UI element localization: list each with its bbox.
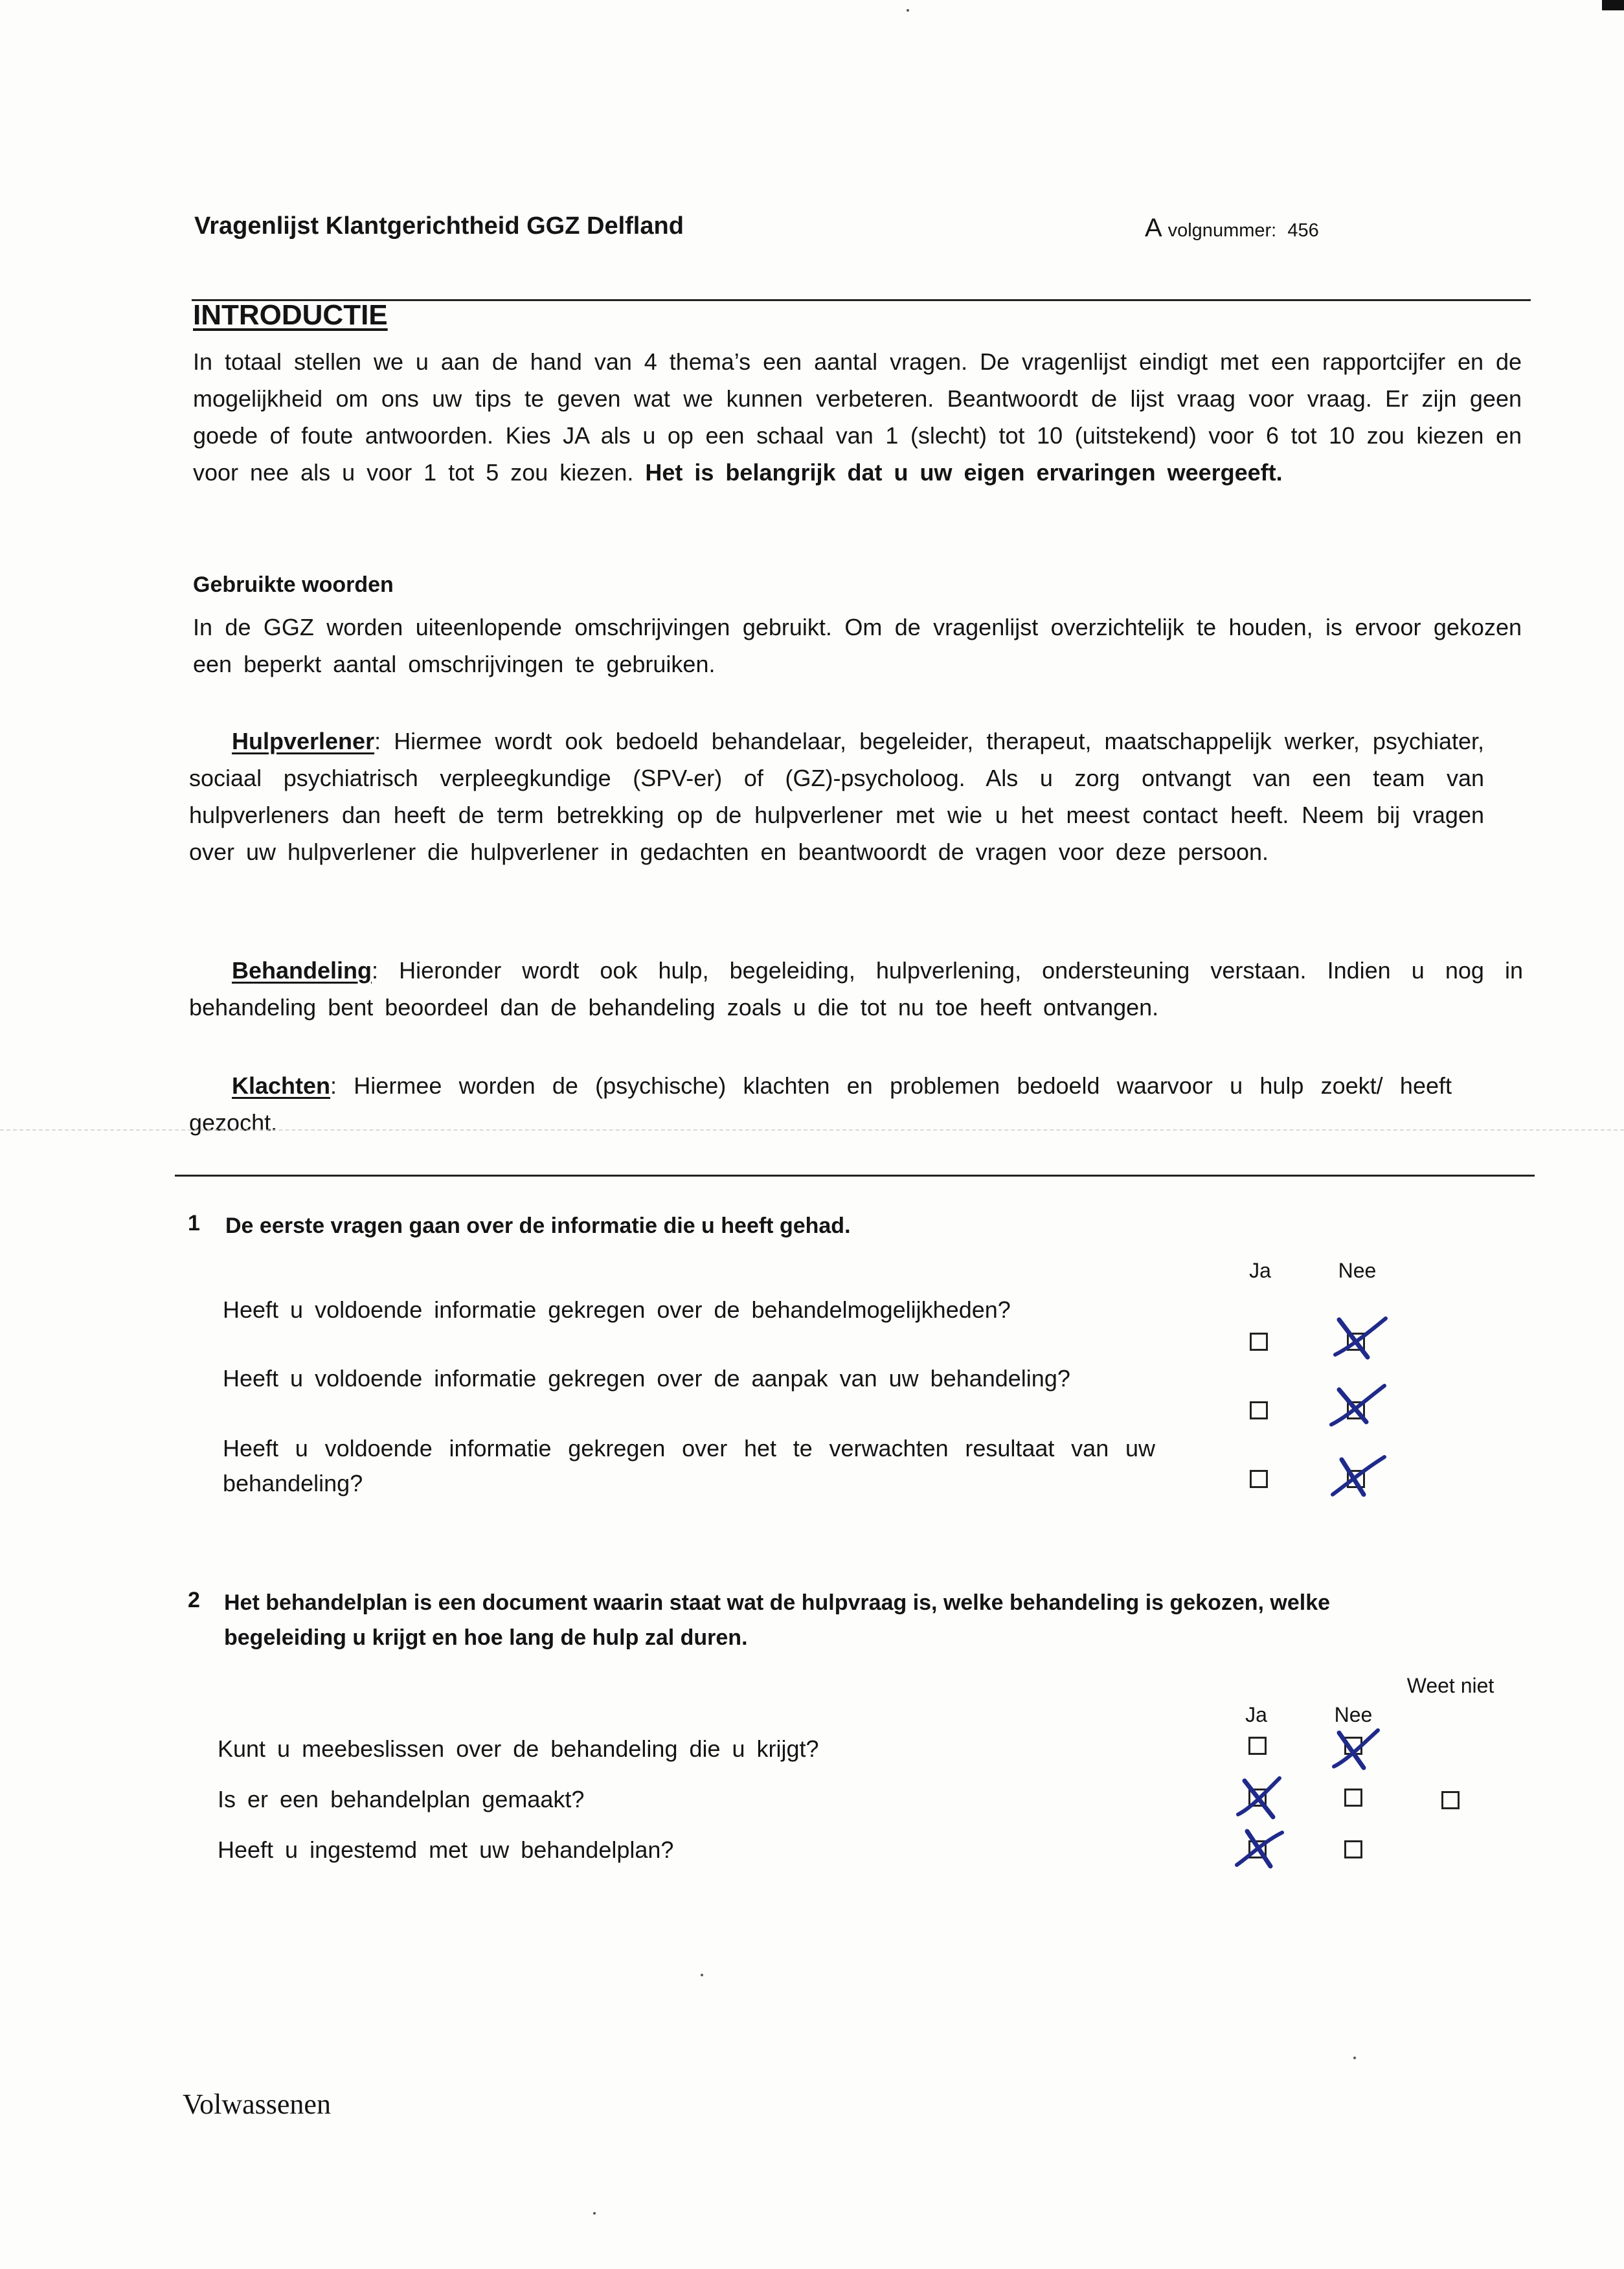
intro-heading: INTRODUCTIE bbox=[193, 299, 388, 331]
scan-artifact-line bbox=[0, 1129, 1624, 1131]
version-letter: A bbox=[1145, 214, 1161, 242]
section-2-question-3: Heeft u ingestemd met uw behandelplan? bbox=[218, 1836, 674, 1863]
section-2-col-ja: Ja bbox=[1245, 1703, 1267, 1726]
section-1-heading: De eerste vragen gaan over de informatie die u heeft gehad. bbox=[225, 1214, 851, 1238]
s2-q1-ja-checkbox[interactable] bbox=[1248, 1737, 1267, 1755]
section-2-question-1: Kunt u meebeslissen over de behandeling die u krijgt? bbox=[218, 1735, 819, 1762]
s1-q2-ja-checkbox[interactable] bbox=[1250, 1401, 1268, 1419]
section-1-col-nee: Nee bbox=[1338, 1259, 1377, 1282]
s1-q1-ja-checkbox[interactable] bbox=[1250, 1333, 1268, 1351]
section-1-number: 1 bbox=[188, 1211, 200, 1236]
definition-hulpverlener: Hulpverlener: Hiermee wordt ook bedoeld behandelaar, begeleider, therapeut, maatschappelijk werker, psychiater, sociaal psychiatrisch verpleegkundige (SPV-er) of (GZ)-psycholoog. Als u zorg ontvangt van een team van hulpverleners dan heeft de term betrekking op de hulpverlener met wie u het meest contact heeft. Neem bij vragen over uw hulpverlener die hulpverlener in gedachten en beantwoordt de vragen voor deze persoon. bbox=[189, 728, 1484, 865]
scan-speck bbox=[907, 9, 909, 12]
s2-q3-ja-pen-cross bbox=[1233, 1825, 1292, 1871]
scan-speck bbox=[1353, 2057, 1356, 2059]
s1-q2-nee-pen-cross bbox=[1327, 1383, 1387, 1430]
section-2-heading: Het behandelplan is een document waarin staat wat de hulpvraag is, welke behandeling is gekozen, welke begeleiding u krijgt en hoe lang de hulp zal duren. bbox=[224, 1590, 1331, 1650]
section-1-col-ja: Ja bbox=[1249, 1259, 1271, 1282]
gebruikte-woorden-heading: Gebruikte woorden bbox=[193, 572, 394, 597]
s2-q2-nee-checkbox[interactable] bbox=[1344, 1789, 1362, 1807]
section-2-number: 2 bbox=[188, 1588, 200, 1612]
document-title: Vragenlijst Klantgerichtheid GGZ Delfland bbox=[194, 212, 684, 240]
scan-speck bbox=[593, 2212, 596, 2215]
definition-text: Hiermee worden de (psychische) klachten en problemen bedoeld waarvoor u hulp zoekt/ heeft gezocht. bbox=[189, 1072, 1452, 1136]
volgnummer-block bbox=[1145, 214, 1319, 243]
section-1-question-3: Heeft u voldoende informatie gekregen over het te verwachten resultaat van uw behandeling? bbox=[223, 1435, 1155, 1496]
section-2-col-weet-niet: Weet niet bbox=[1406, 1674, 1494, 1697]
definition-klachten: Klachten: Hiermee worden de (psychische) klachten en problemen bedoeld waarvoor u hulp zoekt/ heeft gezocht. bbox=[189, 1072, 1452, 1136]
gebruikte-woorden-text: In de GGZ worden uiteenlopende omschrijvingen gebruikt. Om de vragenlijst overzichtelijk te houden, is ervoor gekozen een beperkt aantal omschrijvingen te gebruiken. bbox=[193, 614, 1522, 677]
scan-speck bbox=[701, 1974, 703, 1976]
definition-term: Klachten bbox=[232, 1072, 331, 1099]
s1-q3-ja-checkbox[interactable] bbox=[1250, 1470, 1268, 1488]
section-2-question-2: Is er een behandelplan gemaakt? bbox=[218, 1786, 585, 1812]
s2-q3-nee-checkbox[interactable] bbox=[1344, 1840, 1362, 1858]
definition-text: Hieronder wordt ook hulp, begeleiding, hulpverlening, ondersteuning verstaan. Indien u nog in behandeling bent beoordeel dan de behandeling zoals u die tot nu toe heeft ontvangen. bbox=[189, 957, 1523, 1021]
s1-q1-nee-pen-cross bbox=[1330, 1315, 1390, 1361]
s2-q2-weet-niet-checkbox[interactable] bbox=[1441, 1791, 1460, 1809]
s1-q3-nee-pen-cross bbox=[1327, 1452, 1387, 1498]
definition-text: Hiermee wordt ook bedoeld behandelaar, begeleider, therapeut, maatschappelijk werker, psychiater, sociaal psychiatrisch verpleegkundige (SPV-er) of (GZ)-psycholoog. Als u zorg ontvangt van een team van hulpverleners dan heeft de term betrekking op de hulpverlener met wie u het meest contact heeft. Neem bij vragen over uw hulpverlener die hulpverlener in gedachten en beantwoordt de vragen voor deze persoon. bbox=[189, 728, 1484, 865]
s2-q2-ja-pen-cross bbox=[1232, 1774, 1291, 1821]
section-1-question-2: Heeft u voldoende informatie gekregen over de aanpak van uw behandeling? bbox=[223, 1365, 1070, 1392]
divider-questions bbox=[175, 1175, 1535, 1177]
definition-behandeling: Behandeling: Hieronder wordt ook hulp, begeleiding, hulpverlening, ondersteuning verstaan. Indien u nog in behandeling bent beoordeel dan de behandeling zoals u die tot nu toe heeft ontvangen. bbox=[189, 957, 1523, 1021]
section-2-col-nee: Nee bbox=[1334, 1703, 1373, 1726]
intro-paragraph bbox=[193, 343, 1522, 491]
definition-term: Behandeling bbox=[232, 957, 372, 984]
volgnummer-value: 456 bbox=[1287, 220, 1319, 241]
volgnummer-label: volgnummer: bbox=[1167, 220, 1277, 241]
intro-text: In totaal stellen we u aan de hand van 4 thema’s een aantal vragen. De vragenlijst eindigt met een rapportcijfer en de mogelijkheid om ons uw tips te geven wat we kunnen verbeteren. Beantwoordt de lijst vraag voor vraag. Er zijn geen goede of foute antwoorden. Kies JA als u op een schaal van 1 (slecht) tot 10 (uitstekend) voor 6 tot 10 zou kiezen en voor nee als u voor 1 tot 5 zou kiezen. bbox=[193, 348, 1522, 486]
intro-emphasis: Het is belangrijk dat u uw eigen ervaringen weergeeft. bbox=[645, 459, 1283, 486]
page-footer: Volwassenen bbox=[183, 2088, 331, 2120]
section-1-question-1: Heeft u voldoende informatie gekregen over de behandelmogelijkheden? bbox=[223, 1296, 1011, 1323]
definition-term: Hulpverlener bbox=[232, 728, 375, 754]
divider-top bbox=[192, 299, 1531, 301]
scan-corner-mark bbox=[1602, 0, 1624, 10]
s2-q1-nee-pen-cross bbox=[1327, 1728, 1387, 1774]
